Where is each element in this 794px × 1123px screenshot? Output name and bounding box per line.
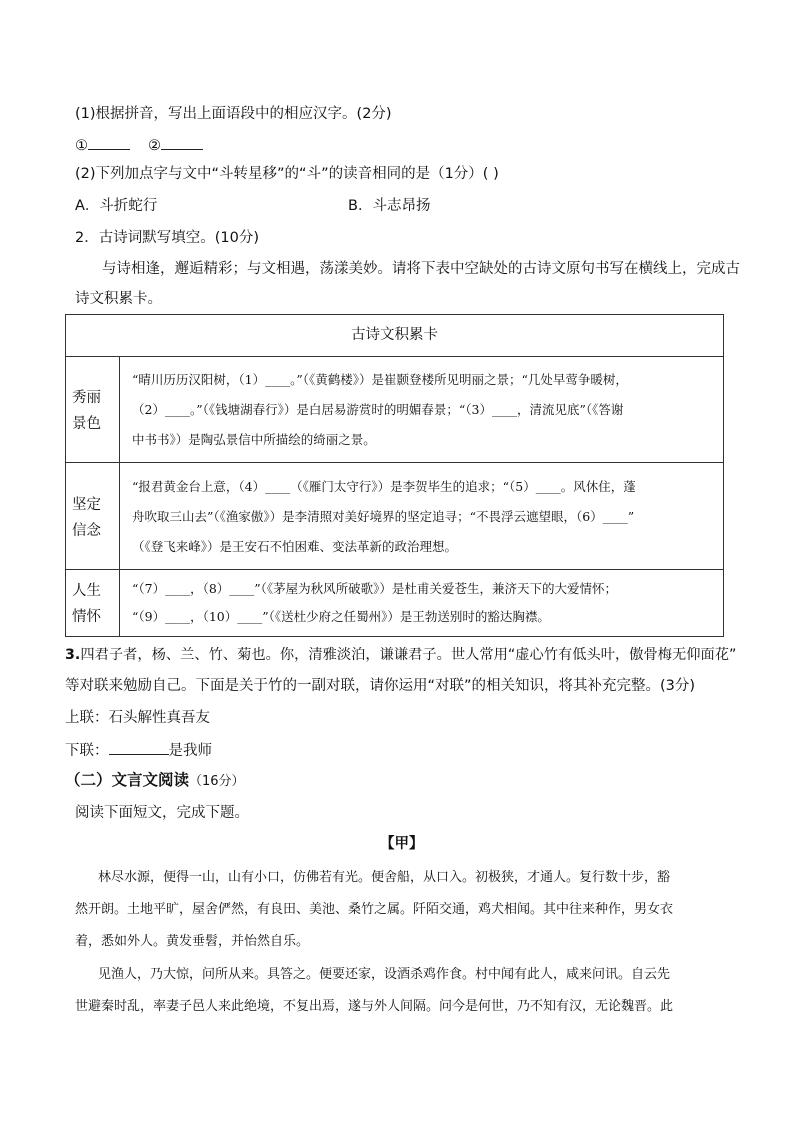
poetry-card-table — [65, 314, 724, 637]
row-content — [132, 463, 715, 570]
row-content-line: 舟吹取三山去”（《渔家傲》）是李清照对美好境界的坚定追寻；“不畏浮云遮望眼，（6）____” — [132, 509, 635, 524]
q3-text-line1 — [65, 645, 736, 665]
row-label — [66, 570, 120, 636]
row-content-line: “晴川历历汉阳树，（1）____。”（《黄鹤楼》）是崔颢登楼所见明丽之景；“几处早莺争暖树， — [132, 372, 628, 387]
q3-lower-prefix: 下联： — [65, 743, 109, 759]
q1-blank2-label — [148, 135, 203, 156]
passage-title: 【甲】 — [380, 836, 424, 852]
row-label — [66, 463, 120, 569]
q1-blank1-label — [75, 135, 130, 156]
row-label — [66, 356, 120, 462]
card-row-scenery — [66, 356, 723, 463]
row-label-line: 秀丽 — [72, 390, 101, 406]
q2-title: 2．古诗词默写填空。(10分) — [75, 230, 259, 246]
row-label-line: 情怀 — [72, 609, 101, 625]
row-label-line: 信念 — [72, 523, 101, 539]
row-content-line: “（7）____，（8）____”（《茅屋为秋风所破歌》）是杜甫关爱苍生，兼济天下的大爱情怀； — [132, 581, 617, 596]
row-content — [132, 570, 715, 636]
q1-option-a[interactable]: A．斗折蛇行 — [75, 198, 158, 214]
row-label-line: 人生 — [72, 583, 101, 599]
q3-upper-couplet: 上联：石头解性真吾友 — [65, 710, 210, 726]
q3-lower-suffix: 是我师 — [168, 743, 212, 759]
section2-instruction: 阅读下面短文，完成下题。 — [75, 805, 249, 821]
section2-score: （16分） — [189, 774, 245, 789]
row-content-line: “（9）____，（10）____”（《送杜少府之任蜀州》）是王勃送别时的豁达胸襟。 — [132, 609, 550, 624]
section2-title: （二）文言文阅读 — [65, 771, 190, 789]
row-content — [132, 356, 715, 463]
row-label-line: 景色 — [72, 416, 101, 432]
passage-line: 林尽水源，便得一山，山有小口，仿佛若有光。便舍船，从口入。初极狭，才通人。复行数十步，豁 — [98, 870, 671, 885]
q1-blank2-marker: ② — [148, 138, 161, 154]
q3-lower-couplet — [65, 740, 212, 761]
passage-line: 然开朗。土地平旷，屋舍俨然，有良田、美池、桑竹之属。阡陌交通，鸡犬相闻。其中往来种作，男女衣 — [75, 902, 674, 917]
q1-blank2-line[interactable] — [161, 135, 203, 150]
q2-intro-line2: 诗文积累卡。 — [75, 291, 162, 307]
q1-part1: (1)根据拼音，写出上面语段中的相应汉字。(2分) — [75, 106, 392, 122]
row-content-line: （2）____。”（《钱塘湖春行》）是白居易游赏时的明媚春景；“（3）____，清流见底”（《答谢 — [132, 402, 624, 417]
q3-lower-blank[interactable] — [109, 740, 169, 755]
q1-blank1-line[interactable] — [88, 135, 130, 150]
q1-part2: (2)下列加点字与文中“斗转星移”的“斗”的读音相同的是（1分）( ) — [75, 166, 499, 182]
q1-option-b[interactable]: B．斗志昂扬 — [348, 198, 431, 214]
row-label-line: 坚定 — [72, 497, 101, 513]
section2-heading — [65, 770, 245, 792]
card-row-feelings — [66, 570, 723, 636]
passage-line: 见渔人，乃大惊，问所从来。具答之。便要还家，设酒杀鸡作食。村中闻有此人，咸来问讯。自云先 — [98, 967, 671, 982]
passage-line: 世避秦时乱，率妻子邑人来此绝境，不复出焉，遂与外人间隔。问今是何世，乃不知有汉，无论魏晋。此 — [75, 999, 674, 1014]
q3-text-line2: 等对联来勉励自己。下面是关于竹的一副对联，请你运用“对联”的相关知识，将其补充完整。(3分) — [65, 678, 696, 694]
passage-line: 着，悉如外人。黄发垂髫，并怡然自乐。 — [75, 934, 310, 949]
q3-text1: 四君子者，杨、兰、竹、菊也。你，清雅淡泊，谦谦君子。世人常用“虚心竹有低头叶，傲骨梅无仰面花” — [80, 647, 737, 663]
row-content-line: 中书书》）是陶弘景信中所描绘的绮丽之景。 — [132, 432, 376, 447]
card-row-belief — [66, 463, 723, 570]
row-content-line: “报君黄金台上意，（4）____（《雁门太守行》）是李贺毕生的追求；“（5）____。风休住，蓬 — [132, 479, 636, 494]
q1-blank1-marker: ① — [75, 138, 88, 154]
card-header: 古诗文积累卡 — [66, 315, 723, 357]
q2-intro-line1: 与诗相逢，邂逅精彩；与文相遇，荡漾美妙。请将下表中空缺处的古诗文原句书写在横线上，完成古 — [102, 261, 740, 277]
q3-number: 3. — [65, 647, 81, 663]
row-content-line: （《登飞来峰》）是王安石不怕困难、变法革新的政治理想。 — [132, 539, 458, 554]
